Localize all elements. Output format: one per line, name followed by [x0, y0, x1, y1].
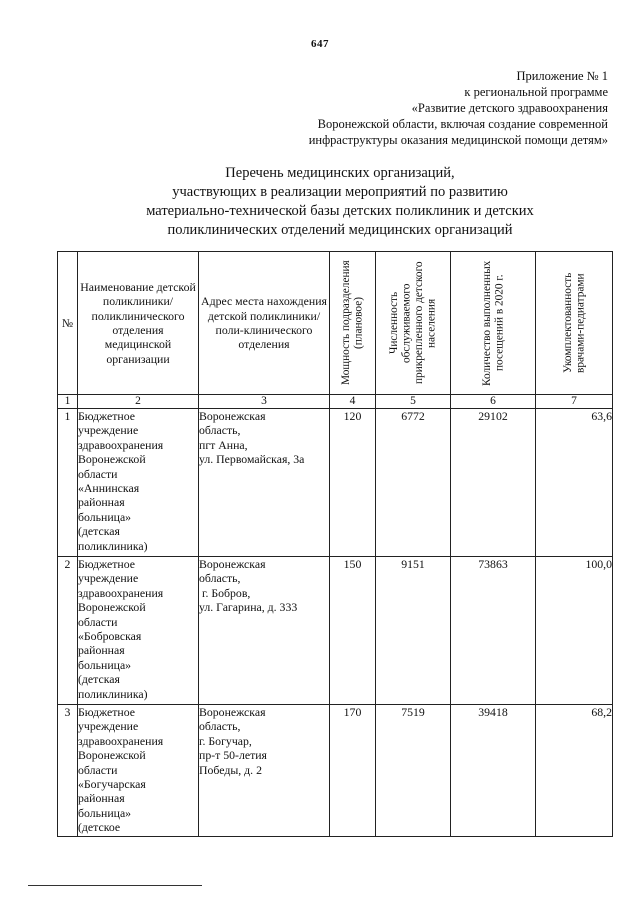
header-name: Наименование детской поликлиники/ поликлинического отделения медицинской организации — [78, 252, 199, 395]
name-line: районная — [78, 495, 125, 510]
staffing-value: 63,6 — [536, 409, 613, 557]
row-number: 1 — [58, 409, 78, 557]
appendix-block — [309, 68, 608, 148]
address-line: пр-т 50-летия — [199, 748, 267, 763]
page-number: 647 — [311, 38, 329, 50]
name-line: области — [78, 762, 118, 777]
visits-value: 39418 — [451, 705, 536, 837]
name-line: (детская — [78, 524, 120, 539]
name-line: учреждение — [78, 719, 139, 734]
address-line: Победы, д. 2 — [199, 762, 262, 777]
document-title — [100, 164, 580, 240]
name-line: больница» — [78, 509, 132, 524]
address-line: область, — [199, 719, 241, 734]
address-line: пгт Анна, — [199, 437, 248, 452]
column-number: 2 — [78, 395, 199, 409]
organization-name — [78, 557, 199, 705]
address-line: г. Богучар, — [199, 733, 252, 748]
staffing-value: 100,0 — [536, 557, 613, 705]
capacity-value: 170 — [330, 705, 376, 837]
organization-address — [199, 705, 330, 837]
table-header-row — [58, 252, 613, 395]
name-line: (детская — [78, 672, 120, 687]
name-line: «Аннинская — [78, 481, 140, 496]
column-number: 3 — [199, 395, 330, 409]
address-line: г. Бобров, — [199, 585, 251, 600]
header-visits-cell — [451, 252, 536, 395]
title-line: материально-технической базы детских поликлиник и детских — [146, 203, 534, 219]
name-line: больница» — [78, 657, 132, 672]
title-line: поликлинических отделений медицинских организаций — [167, 222, 513, 238]
organization-name — [78, 705, 199, 837]
appendix-line: инфраструктуры оказания медицинской помощи детям» — [308, 133, 608, 147]
capacity-value: 150 — [330, 557, 376, 705]
title-line: участвующих в реализации мероприятий по развитию — [172, 184, 508, 200]
column-number: 7 — [536, 395, 613, 409]
column-number: 1 — [58, 395, 78, 409]
name-line: области — [78, 614, 118, 629]
name-line: «Богучарская — [78, 777, 146, 792]
capacity-value: 120 — [330, 409, 376, 557]
row-number: 3 — [58, 705, 78, 837]
header-capacity: Мощность подразделения (плановое) — [340, 260, 365, 386]
address-line: ул. Первомайская, 3а — [199, 452, 305, 467]
header-population-cell — [376, 252, 451, 395]
name-line: области — [78, 466, 118, 481]
name-line: Воронежской — [78, 748, 146, 763]
column-number: 5 — [376, 395, 451, 409]
name-line: здравоохранения — [78, 733, 164, 748]
name-line: районная — [78, 643, 125, 658]
appendix-line: Воронежской области, включая создание современной — [317, 117, 608, 131]
name-line: здравоохранения — [78, 437, 164, 452]
name-line: больница» — [78, 805, 132, 820]
header-capacity-cell — [330, 252, 376, 395]
staffing-value: 68,2 — [536, 705, 613, 837]
header-no: № — [58, 252, 78, 395]
name-line: здравоохранения — [78, 585, 164, 600]
address-line: Воронежская — [199, 705, 266, 719]
address-line: ул. Гагарина, д. 333 — [199, 600, 298, 615]
appendix-line: Приложение № 1 — [516, 69, 608, 83]
population-value: 9151 — [376, 557, 451, 705]
table-row — [58, 409, 613, 557]
organization-name — [78, 409, 199, 557]
name-line: (детское — [78, 820, 121, 835]
name-line: Бюджетное — [78, 409, 135, 423]
organization-address — [199, 409, 330, 557]
header-staffing: Укомплектованность врачами-педиатрами — [561, 272, 586, 374]
appendix-line: «Развитие детского здравоохранения — [411, 101, 608, 115]
address-line: область, — [199, 423, 241, 438]
address-line: область, — [199, 571, 241, 586]
organization-address — [199, 557, 330, 705]
name-line: учреждение — [78, 423, 139, 438]
visits-value: 73863 — [451, 557, 536, 705]
address-line: Воронежская — [199, 409, 266, 423]
name-line: «Бобровская — [78, 629, 142, 644]
header-visits: Количество выполненных посещений в 2020 г. — [480, 260, 505, 386]
footnote-separator — [28, 885, 202, 886]
table-row — [58, 705, 613, 837]
column-number: 4 — [330, 395, 376, 409]
name-line: районная — [78, 791, 125, 806]
name-line: учреждение — [78, 571, 139, 586]
name-line: Воронежской — [78, 452, 146, 467]
name-line: Бюджетное — [78, 705, 135, 719]
appendix-line: к региональной программе — [464, 85, 608, 99]
organizations-table — [57, 251, 613, 837]
header-staffing-cell — [536, 252, 613, 395]
name-line: Воронежской — [78, 600, 146, 615]
title-line: Перечень медицинских организаций, — [225, 165, 455, 181]
population-value: 6772 — [376, 409, 451, 557]
name-line: поликлиника) — [78, 686, 148, 701]
name-line: Бюджетное — [78, 557, 135, 571]
header-population: Численность обслуживаемого прикрепленного детского населения — [388, 261, 438, 385]
table-row — [58, 557, 613, 705]
address-line: Воронежская — [199, 557, 266, 571]
population-value: 7519 — [376, 705, 451, 837]
column-number: 6 — [451, 395, 536, 409]
row-number: 2 — [58, 557, 78, 705]
visits-value: 29102 — [451, 409, 536, 557]
column-numbers-row — [58, 395, 613, 409]
header-address: Адрес места нахождения детской поликлиники/поли-клинического отделения — [199, 252, 330, 395]
name-line: поликлиника) — [78, 538, 148, 553]
